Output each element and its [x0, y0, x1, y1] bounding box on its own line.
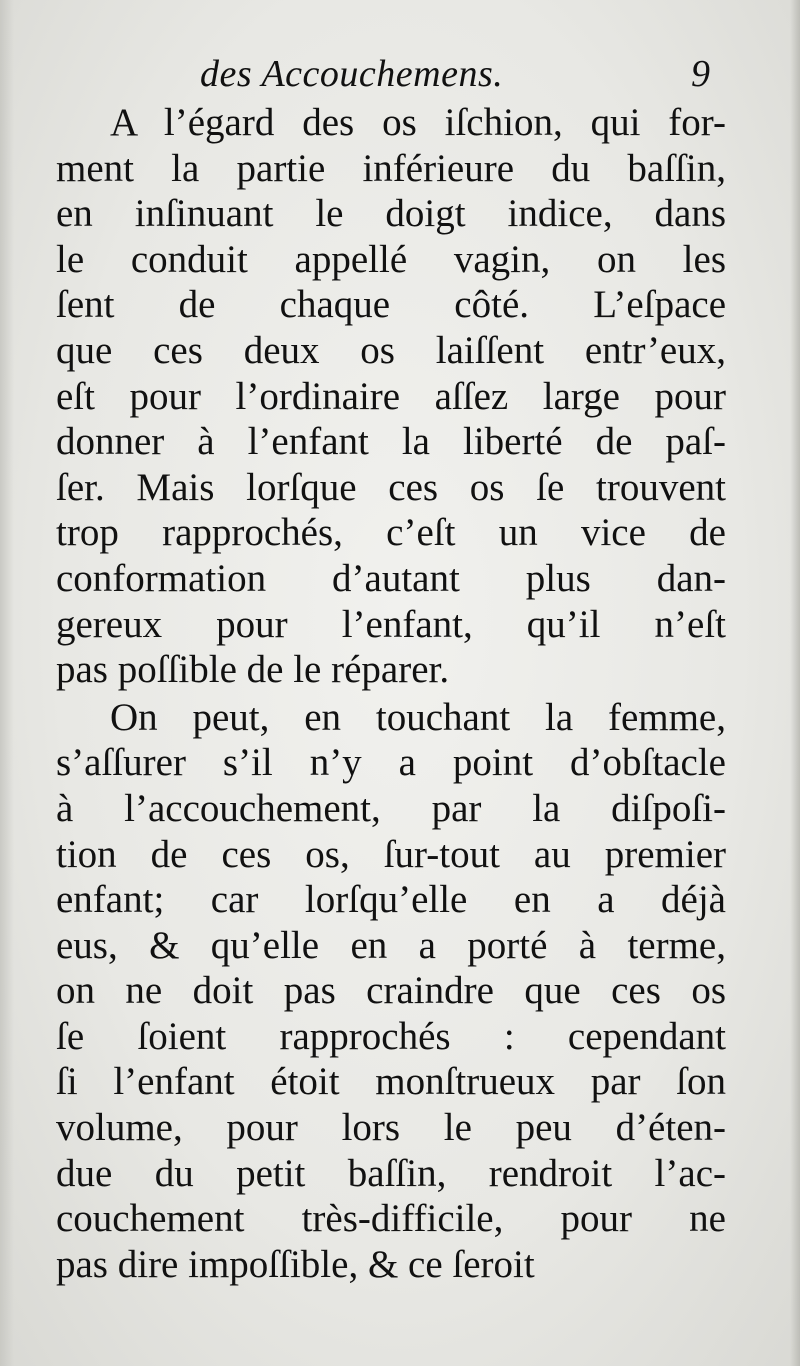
text-line: s’aſſurer s’il n’y a point d’obſtacle — [56, 741, 726, 785]
text-line: eus, & qu’elle en a porté à terme, — [56, 923, 726, 967]
text-line: ſe ſoient rapprochés : cependant — [56, 1014, 726, 1058]
text-line: en inſinuant le doigt indice, dans — [56, 192, 726, 236]
running-head — [200, 52, 720, 100]
text-line: volume, pour lors le peu d’éten- — [56, 1106, 726, 1150]
text-line: ſer. Mais lorſque ces os ſe trouvent — [56, 465, 726, 509]
text-line: eſt pour l’ordinaire aſſez large pour — [56, 374, 726, 418]
text-line: ſi l’enfant étoit monſtrueux par ſon — [56, 1060, 726, 1104]
text-line: On peut, en touchant la femme, — [110, 695, 726, 739]
text-line: couchement très-difficile, pour ne — [56, 1197, 726, 1241]
text-line: trop rapprochés, c’eſt un vice de — [56, 511, 726, 555]
text-line: tion de ces os, ſur-tout au premier — [56, 832, 726, 876]
text-line: pas dire impoſſible, & ce ſeroit — [56, 1242, 535, 1286]
running-title: des Accouchemens. — [200, 53, 504, 95]
text-line: A l’égard des os iſchion, qui for- — [110, 101, 726, 144]
text-line: le conduit appellé vagin, on les — [56, 237, 726, 281]
text-line: on ne doit pas craindre que ces os — [56, 969, 726, 1013]
text-line: due du petit baſſin, rendroit l’ac- — [56, 1151, 726, 1195]
text-line: gereux pour l’enfant, qu’il n’eſt — [56, 602, 726, 646]
page-number: 9 — [691, 53, 710, 95]
body-text — [56, 100, 726, 1287]
text-line: à l’accouchement, par la diſpoſi- — [56, 786, 726, 830]
text-line: que ces deux os laiſſent entr’eux, — [56, 328, 726, 372]
text-line: ment la partie inférieure du baſſin, — [56, 146, 726, 190]
text-line: conformation d’autant plus dan- — [56, 556, 726, 600]
text-line: donner à l’enfant la liberté de paſ- — [56, 420, 726, 464]
text-line: pas poſſible de le réparer. — [56, 648, 450, 692]
text-line: ſent de chaque côté. L’eſpace — [56, 283, 726, 327]
text-line: enfant; car lorſqu’elle en a déjà — [56, 878, 726, 922]
paragraph-1 — [56, 100, 726, 693]
paragraph-2 — [56, 695, 726, 1288]
